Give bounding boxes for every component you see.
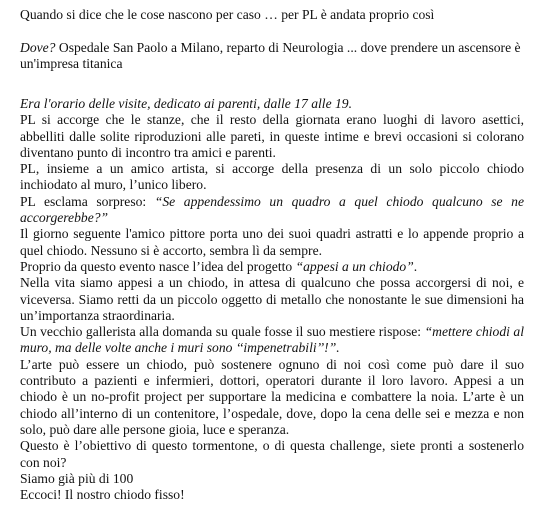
visiting-hours-text: Era l'orario delle visite, dedicato ai parenti, dalle 17 alle 19. [20,96,353,111]
project-end: . [413,258,418,274]
story-body [20,96,524,503]
exclaim-lead: PL esclama sorpreso: [20,193,155,209]
gallerist-quote: “mettere chiodi al muro, ma delle volte anche i muri sono ‘‘impenetrabili’’!”. [20,324,524,356]
location-text: Ospedale San Paolo a Milano, reparto di Neurologia ... dove prendere un ascensore è un'impresa titanica [20,40,521,72]
closing-line: Eccoci! Il nostro chiodo fisso! [20,487,185,503]
count-line: Siamo già più di 100 [20,470,134,486]
visiting-hours-line [20,96,524,112]
life-paragraph: Nella vita siamo appesi a un chiodo, in attesa di qualcuno che possa accorgersi di noi, e viceversa. Siamo retti da un piccolo oggetto di metallo che nonostante le sue dimensioni ha un’importanza straordinaria. [20,275,524,323]
location-label: Dove? [20,40,56,55]
project-paragraph [20,259,524,275]
project-lead: Proprio da questo evento nasce l’idea del progetto [20,258,296,274]
exclaim-paragraph [20,194,524,227]
project-name: “appesi a un chiodo” [295,258,414,274]
intro-line: Quando si dice che le cose nascono per caso … per PL è andata proprio così [20,7,435,22]
gallerist-paragraph [20,324,524,357]
painter-paragraph: Il giorno seguente l'amico pittore porta uno dei suoi quadri astratti e lo appende proprio a quel chiodo. Nessuno si è accorto, sembra lì da sempre. [20,226,524,258]
rooms-paragraph: PL si accorge che le stanze, che il resto della giornata erano luoghi di lavoro asettici, abbelliti dalle solite riproduzioni alle pareti, in queste intime e brevi occasioni si colorano diventano punto di incontro tra amici e parenti. [20,112,524,160]
nail-paragraph: PL, insieme a un amico artista, si accorge della presenza di un solo piccolo chiodo inchiodato al muro, l’unico libero. [20,161,524,193]
art-paragraph: L’arte può essere un chiodo, può sostenere ognuno di noi così come può dare il suo contributo a pazienti e infermieri, dottori, operatori durante il loro lavoro. Appesi a un chiodo è un no-profit project per supportare la medicina e combattere la noia. L’arte è un chiodo all’interno di un contenitore, l’ospedale, dove, dopo la cena delle sei e mezza e non solo, può dare alle persone gioia, luce e speranza. [20,356,524,437]
exclaim-quote: “Se appendessimo un quadro a quel chiodo qualcuno se ne accorgerebbe?” [20,193,524,226]
goal-paragraph: Questo è l’obiettivo di questo tormentone, o di questa challenge, siete pronti a sostenerlo con noi? [20,438,524,470]
gallerist-lead: Un vecchio gallerista alla domanda su quale fosse il suo mestiere rispose: [20,324,425,340]
location-paragraph [20,40,524,73]
